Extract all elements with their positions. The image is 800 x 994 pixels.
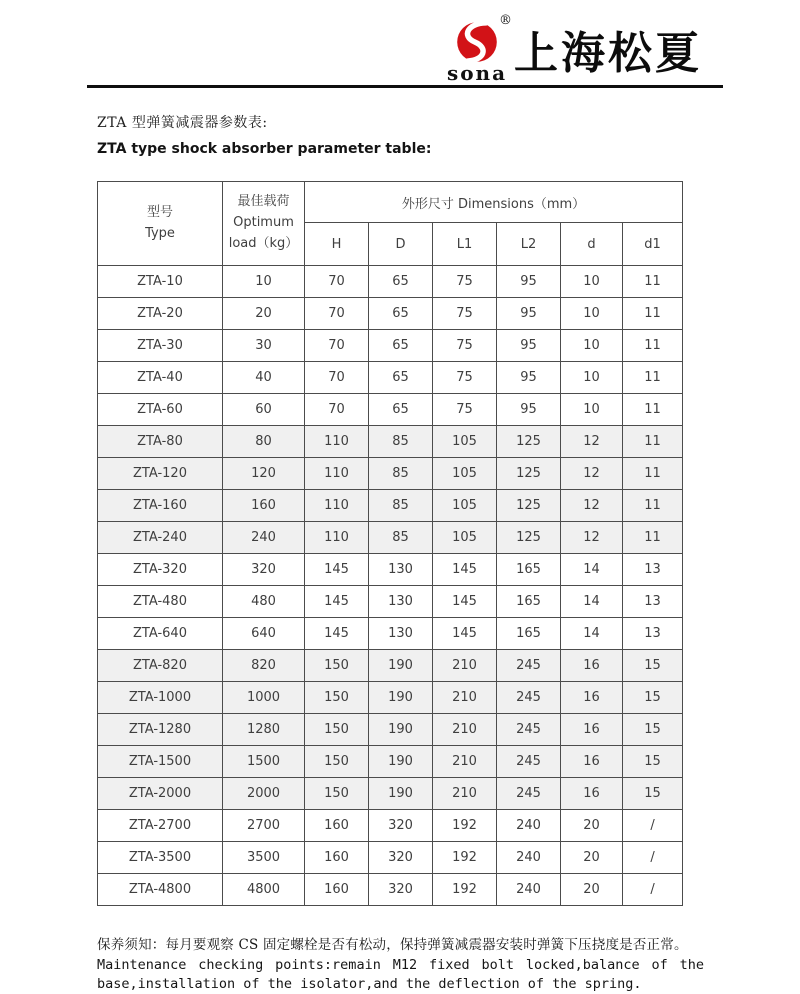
table-row [98, 842, 683, 874]
value-cell: 125 [497, 426, 561, 458]
value-cell: 480 [223, 586, 305, 618]
value-cell: 125 [497, 458, 561, 490]
header-type-en: Type [145, 225, 175, 241]
value-cell: 75 [433, 362, 497, 394]
model-cell: ZTA-4800 [98, 874, 223, 906]
header-dim-col: H [305, 223, 369, 266]
value-cell: 95 [497, 330, 561, 362]
value-cell: 13 [623, 554, 683, 586]
value-cell: 192 [433, 842, 497, 874]
value-cell: 105 [433, 490, 497, 522]
table-row [98, 298, 683, 330]
value-cell: 190 [369, 778, 433, 810]
model-cell: ZTA-2700 [98, 810, 223, 842]
header-dim-col: L1 [433, 223, 497, 266]
value-cell: 12 [561, 426, 623, 458]
value-cell: 70 [305, 362, 369, 394]
value-cell: 210 [433, 778, 497, 810]
registered-trademark-icon: ® [499, 13, 512, 28]
brand-header [0, 0, 800, 90]
value-cell: 245 [497, 746, 561, 778]
value-cell: 95 [497, 362, 561, 394]
value-cell: 16 [561, 650, 623, 682]
model-cell: ZTA-10 [98, 266, 223, 298]
model-cell: ZTA-3500 [98, 842, 223, 874]
value-cell: 245 [497, 682, 561, 714]
model-cell: ZTA-2000 [98, 778, 223, 810]
value-cell: 320 [223, 554, 305, 586]
table-row [98, 746, 683, 778]
value-cell: 130 [369, 554, 433, 586]
model-cell: ZTA-60 [98, 394, 223, 426]
value-cell: 65 [369, 266, 433, 298]
table-row [98, 778, 683, 810]
value-cell: 10 [561, 362, 623, 394]
value-cell: 240 [223, 522, 305, 554]
value-cell: 11 [623, 330, 683, 362]
value-cell: 15 [623, 746, 683, 778]
table-row [98, 426, 683, 458]
header-type [98, 182, 223, 266]
value-cell: 85 [369, 522, 433, 554]
value-cell: 75 [433, 298, 497, 330]
table-row [98, 586, 683, 618]
value-cell: 210 [433, 746, 497, 778]
model-cell: ZTA-20 [98, 298, 223, 330]
model-cell: ZTA-30 [98, 330, 223, 362]
model-cell: ZTA-1280 [98, 714, 223, 746]
value-cell: 15 [623, 778, 683, 810]
page-title-zh: ZTA 型弹簧减震器参数表: [97, 115, 268, 131]
value-cell: 85 [369, 458, 433, 490]
value-cell: 125 [497, 522, 561, 554]
maintenance-note-en-line1: Maintenance checking points:remain M12 fixed bolt locked,balance of the [97, 956, 704, 973]
table-body [98, 266, 683, 906]
value-cell: 192 [433, 810, 497, 842]
value-cell: 105 [433, 426, 497, 458]
value-cell: 110 [305, 522, 369, 554]
value-cell: 10 [561, 266, 623, 298]
maintenance-note-en-line2: base,installation of the isolator,and the deflection of the spring. [97, 976, 642, 992]
value-cell: 190 [369, 714, 433, 746]
value-cell: 130 [369, 586, 433, 618]
value-cell: 1000 [223, 682, 305, 714]
value-cell: 13 [623, 618, 683, 650]
value-cell: 210 [433, 682, 497, 714]
value-cell: 65 [369, 362, 433, 394]
value-cell: 12 [561, 490, 623, 522]
value-cell: 10 [223, 266, 305, 298]
value-cell: 60 [223, 394, 305, 426]
table-row [98, 522, 683, 554]
value-cell: 192 [433, 874, 497, 906]
value-cell: 16 [561, 682, 623, 714]
value-cell: 70 [305, 394, 369, 426]
value-cell: 85 [369, 490, 433, 522]
value-cell: 240 [497, 874, 561, 906]
value-cell: 11 [623, 394, 683, 426]
value-cell: 20 [561, 842, 623, 874]
value-cell: 130 [369, 618, 433, 650]
value-cell: / [623, 874, 683, 906]
maintenance-note [97, 933, 704, 992]
value-cell: 20 [561, 874, 623, 906]
value-cell: 110 [305, 458, 369, 490]
value-cell: 10 [561, 298, 623, 330]
value-cell: 14 [561, 554, 623, 586]
value-cell: 16 [561, 778, 623, 810]
table-row [98, 362, 683, 394]
value-cell: 105 [433, 458, 497, 490]
value-cell: 80 [223, 426, 305, 458]
value-cell: 190 [369, 650, 433, 682]
title-block [97, 112, 717, 157]
table-row [98, 330, 683, 362]
value-cell: 145 [305, 618, 369, 650]
value-cell: 245 [497, 650, 561, 682]
value-cell: 15 [623, 714, 683, 746]
brand-name: sona [446, 61, 508, 85]
model-cell: ZTA-40 [98, 362, 223, 394]
value-cell: 10 [561, 330, 623, 362]
value-cell: 110 [305, 490, 369, 522]
value-cell: 190 [369, 746, 433, 778]
model-cell: ZTA-640 [98, 618, 223, 650]
value-cell: 65 [369, 394, 433, 426]
model-cell: ZTA-160 [98, 490, 223, 522]
value-cell: 13 [623, 586, 683, 618]
value-cell: 2000 [223, 778, 305, 810]
value-cell: 75 [433, 266, 497, 298]
value-cell: 11 [623, 426, 683, 458]
header-load-en1: Optimum [233, 215, 294, 231]
header-dimensions: 外形尺寸 Dimensions（mm） [305, 182, 683, 223]
value-cell: 240 [497, 810, 561, 842]
value-cell: 15 [623, 650, 683, 682]
value-cell: 160 [305, 874, 369, 906]
value-cell: 95 [497, 266, 561, 298]
model-cell: ZTA-1000 [98, 682, 223, 714]
value-cell: 95 [497, 298, 561, 330]
value-cell: 14 [561, 586, 623, 618]
model-cell: ZTA-240 [98, 522, 223, 554]
value-cell: 11 [623, 266, 683, 298]
value-cell: 30 [223, 330, 305, 362]
value-cell: 210 [433, 714, 497, 746]
value-cell: 11 [623, 298, 683, 330]
value-cell: 245 [497, 778, 561, 810]
value-cell: 70 [305, 266, 369, 298]
value-cell: 160 [223, 490, 305, 522]
value-cell: 150 [305, 778, 369, 810]
value-cell: 320 [369, 810, 433, 842]
value-cell: 12 [561, 458, 623, 490]
header-dim-col: D [369, 223, 433, 266]
value-cell: 14 [561, 618, 623, 650]
value-cell: / [623, 810, 683, 842]
value-cell: 110 [305, 426, 369, 458]
model-cell: ZTA-80 [98, 426, 223, 458]
table-row [98, 650, 683, 682]
value-cell: 3500 [223, 842, 305, 874]
value-cell: 11 [623, 490, 683, 522]
value-cell: 65 [369, 298, 433, 330]
header-optimum-load [223, 182, 305, 266]
value-cell: 150 [305, 714, 369, 746]
value-cell: 165 [497, 586, 561, 618]
model-cell: ZTA-320 [98, 554, 223, 586]
model-cell: ZTA-1500 [98, 746, 223, 778]
value-cell: 4800 [223, 874, 305, 906]
value-cell: 85 [369, 426, 433, 458]
model-cell: ZTA-820 [98, 650, 223, 682]
table-row [98, 490, 683, 522]
value-cell: 165 [497, 554, 561, 586]
model-cell: ZTA-120 [98, 458, 223, 490]
table-header [98, 182, 683, 266]
value-cell: 95 [497, 394, 561, 426]
table-row [98, 618, 683, 650]
table-row [98, 554, 683, 586]
value-cell: 16 [561, 746, 623, 778]
table-row [98, 682, 683, 714]
value-cell: 75 [433, 330, 497, 362]
value-cell: 145 [305, 554, 369, 586]
table-row [98, 266, 683, 298]
value-cell: 70 [305, 330, 369, 362]
value-cell: 145 [433, 554, 497, 586]
parameter-table [97, 181, 683, 906]
value-cell: 125 [497, 490, 561, 522]
table-row [98, 874, 683, 906]
value-cell: 70 [305, 298, 369, 330]
value-cell: 245 [497, 714, 561, 746]
table-row [98, 458, 683, 490]
value-cell: 1280 [223, 714, 305, 746]
table-row [98, 394, 683, 426]
value-cell: 150 [305, 746, 369, 778]
table-row [98, 714, 683, 746]
header-load-en2: load（kg） [228, 235, 299, 251]
table-row [98, 810, 683, 842]
value-cell: 15 [623, 682, 683, 714]
value-cell: 10 [561, 394, 623, 426]
value-cell: 160 [305, 810, 369, 842]
value-cell: 105 [433, 522, 497, 554]
value-cell: 640 [223, 618, 305, 650]
value-cell: 11 [623, 458, 683, 490]
value-cell: 20 [223, 298, 305, 330]
value-cell: 16 [561, 714, 623, 746]
value-cell: / [623, 842, 683, 874]
value-cell: 210 [433, 650, 497, 682]
company-name: 上海松夏 [514, 28, 702, 79]
header-dim-col: d [561, 223, 623, 266]
value-cell: 12 [561, 522, 623, 554]
value-cell: 820 [223, 650, 305, 682]
value-cell: 165 [497, 618, 561, 650]
value-cell: 11 [623, 362, 683, 394]
value-cell: 1500 [223, 746, 305, 778]
value-cell: 150 [305, 650, 369, 682]
value-cell: 150 [305, 682, 369, 714]
value-cell: 240 [497, 842, 561, 874]
value-cell: 20 [561, 810, 623, 842]
value-cell: 160 [305, 842, 369, 874]
value-cell: 320 [369, 842, 433, 874]
value-cell: 75 [433, 394, 497, 426]
value-cell: 2700 [223, 810, 305, 842]
sona-logo-icon [455, 20, 499, 64]
value-cell: 320 [369, 874, 433, 906]
header-load-zh: 最佳载荷 [237, 194, 290, 210]
value-cell: 120 [223, 458, 305, 490]
header-dim-col: L2 [497, 223, 561, 266]
value-cell: 145 [433, 618, 497, 650]
value-cell: 190 [369, 682, 433, 714]
page-title-en: ZTA type shock absorber parameter table: [97, 141, 432, 157]
model-cell: ZTA-480 [98, 586, 223, 618]
value-cell: 145 [433, 586, 497, 618]
maintenance-note-zh: 保养须知：每月要观察 CS 固定螺栓是否有松动，保持弹簧减震器安装时弹簧下压挠度是否正常。 [97, 937, 688, 953]
header-type-zh: 型号 [146, 204, 173, 220]
value-cell: 40 [223, 362, 305, 394]
value-cell: 65 [369, 330, 433, 362]
header-divider [87, 85, 723, 88]
value-cell: 11 [623, 522, 683, 554]
value-cell: 145 [305, 586, 369, 618]
header-dim-col: d1 [623, 223, 683, 266]
